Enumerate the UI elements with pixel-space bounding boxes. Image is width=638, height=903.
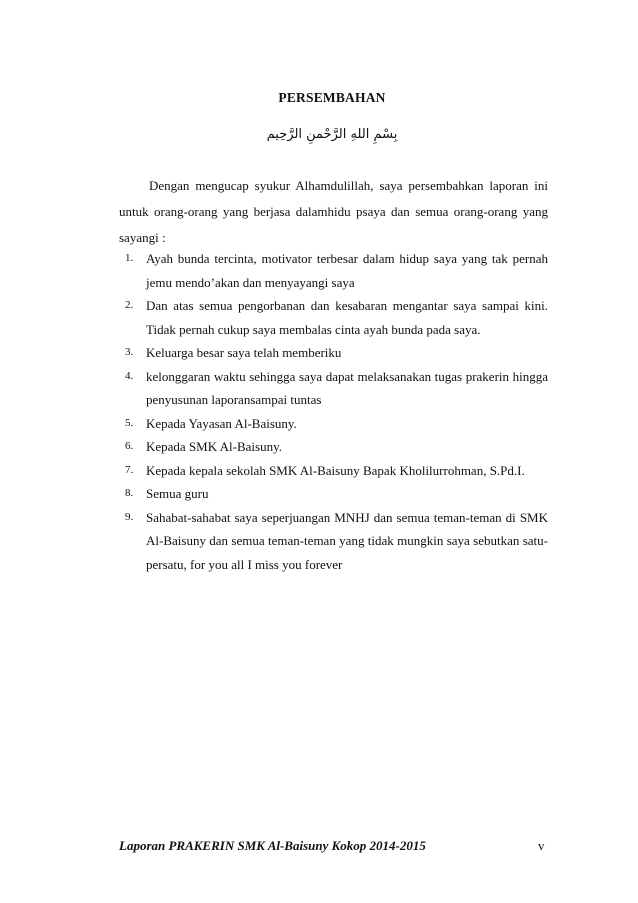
list-item-number: 3. bbox=[125, 346, 134, 358]
list-item-text: Kepada SMK Al-Baisuny. bbox=[146, 439, 283, 454]
list-item-number: 1. bbox=[125, 252, 134, 264]
list-item-number: 9. bbox=[125, 510, 134, 523]
list-item-number: 6. bbox=[125, 440, 134, 452]
list-item bbox=[119, 365, 548, 412]
footer-label: Laporan PRAKERIN SMK Al-Baisuny Kokop 2014-2015 bbox=[119, 838, 426, 853]
list-item-number: 2. bbox=[125, 299, 134, 311]
page-title: PERSEMBAHAN bbox=[278, 90, 386, 105]
list-item-number: 5. bbox=[125, 416, 134, 429]
list-item bbox=[119, 412, 548, 436]
dedication-list bbox=[119, 247, 548, 576]
list-item-number: 7. bbox=[125, 463, 134, 476]
list-item-text: kelonggaran waktu sehingga saya dapat melaksanakan tugas prakerin hingga penyusunan laporansampai tuntas bbox=[146, 368, 548, 407]
list-item-number: 8. bbox=[125, 487, 134, 499]
list-item-number: 4. bbox=[125, 369, 134, 382]
list-item-text: Keluarga besar saya telah memberiku bbox=[146, 345, 342, 360]
list-item bbox=[119, 247, 548, 294]
intro-paragraph: Dengan mengucap syukur Alhamdulillah, saya persembahkan laporan ini untuk orang-orang yang berjasa dalamhidu psaya dan semua orang-orang yang sayangi : bbox=[119, 178, 548, 245]
list-item bbox=[119, 341, 548, 365]
page-number: v bbox=[538, 838, 545, 853]
list-item-text: Kepada kepala sekolah SMK Al-Baisuny Bapak Kholilurrohman, S.Pd.I. bbox=[146, 462, 525, 478]
list-item-text: Sahabat-sahabat saya seperjuangan MNHJ dan semua teman-teman di SMK Al-Baisuny dan semua teman-teman yang tidak mungkin saya sebutkan satu-persatu, for you all I miss you forever bbox=[146, 509, 548, 572]
list-item-text: Kepada Yayasan Al-Baisuny. bbox=[146, 415, 297, 431]
list-item-text: Dan atas semua pengorbanan dan kesabaran mengantar saya sampai kini. Tidak pernah cukup saya membalas cinta ayah bunda pada saya. bbox=[146, 298, 548, 337]
list-item bbox=[119, 506, 548, 577]
list-item bbox=[119, 459, 548, 483]
list-item bbox=[119, 435, 548, 459]
list-item-text: Semua guru bbox=[146, 486, 209, 501]
list-item-text: Ayah bunda tercinta, motivator terbesar dalam hidup saya yang tak pernah jemu mendo’akan dan menyayangi saya bbox=[146, 251, 548, 290]
list-item bbox=[119, 294, 548, 341]
list-item bbox=[119, 482, 548, 506]
basmala-text: بِسْمِ اللهِ الرَّحْمنِ الرَّحِيم bbox=[266, 127, 398, 142]
